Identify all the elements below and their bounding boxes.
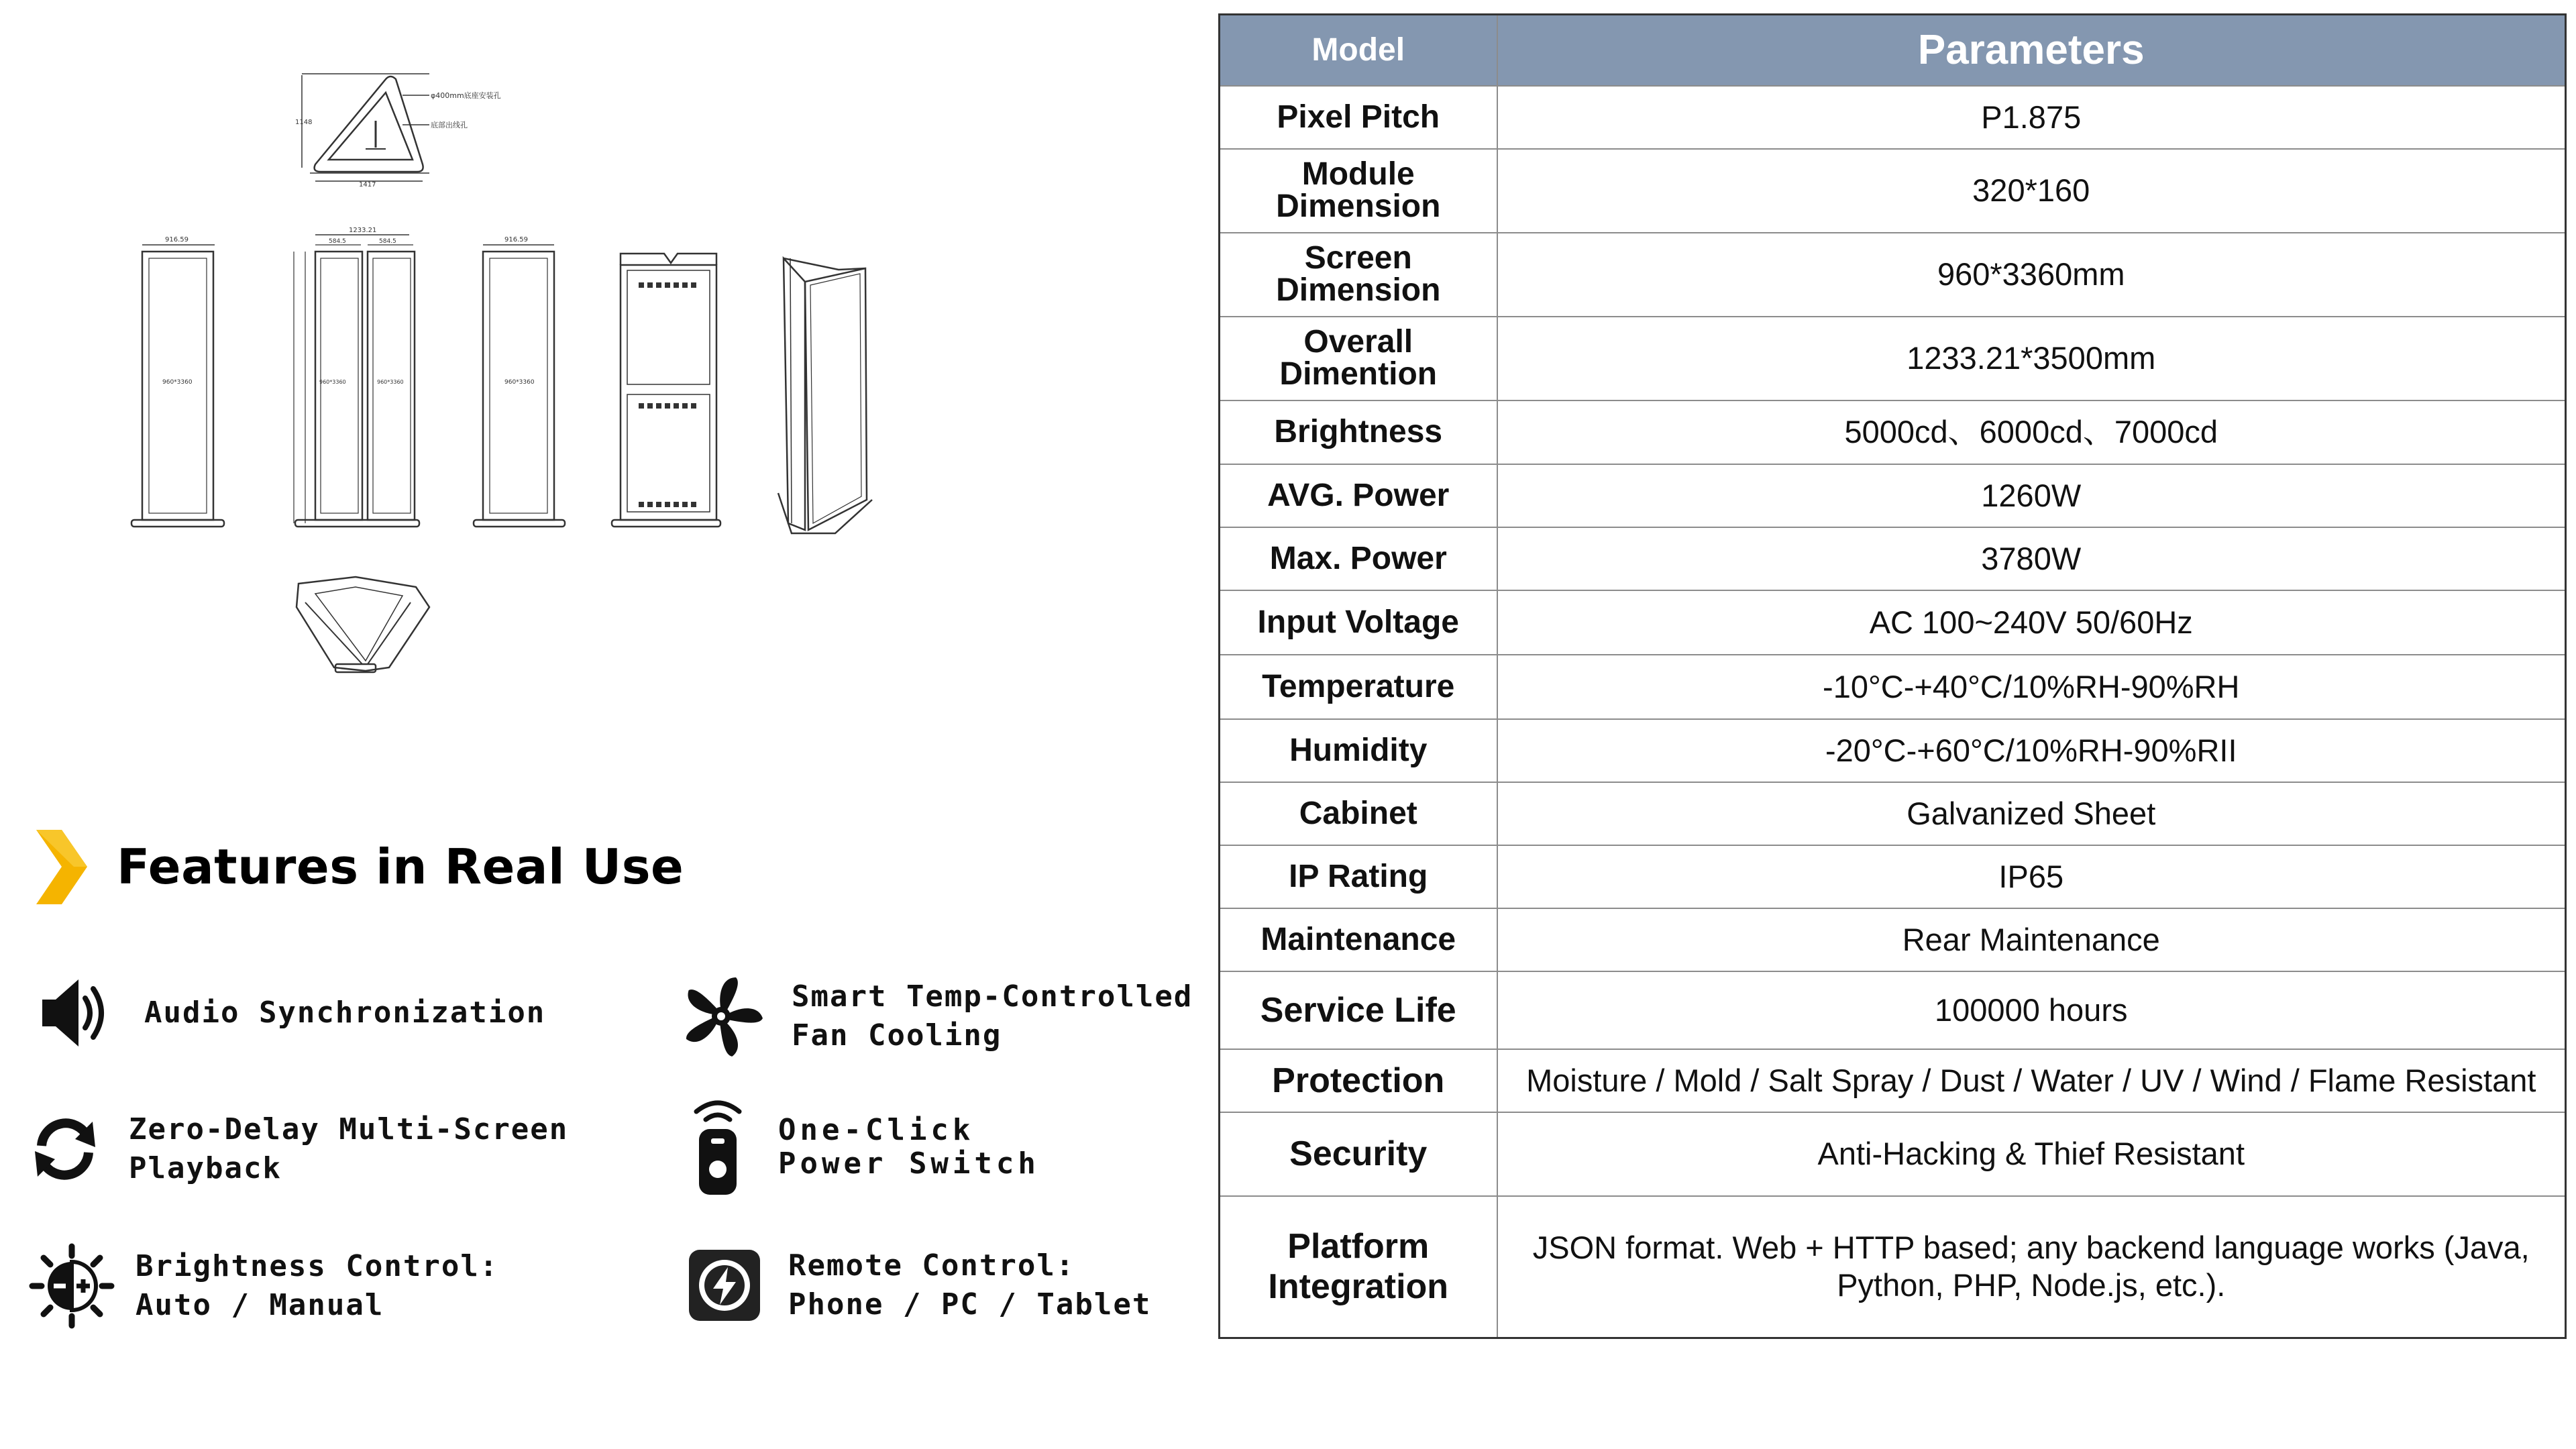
row-value: Anti-Hacking & Thief Resistant xyxy=(1497,1112,2566,1196)
remote-power-icon xyxy=(684,1097,751,1197)
row-label: Module Dimension xyxy=(1220,149,1497,233)
feature-line: Smart Temp-Controlled xyxy=(792,979,1193,1014)
front-screen-label: 960*3360 xyxy=(162,379,193,386)
row-value: 100000 hours xyxy=(1497,971,2566,1049)
top-note-1: φ400mm底座安装孔 xyxy=(431,91,501,100)
row-value: AC 100~240V 50/60Hz xyxy=(1497,590,2566,655)
feature-power-switch-text xyxy=(778,1114,1040,1181)
table-row xyxy=(1220,527,2566,590)
header-model: Model xyxy=(1220,15,1497,86)
feature-brightness-control-text xyxy=(136,1247,498,1325)
table-row xyxy=(1220,971,2566,1049)
table-row xyxy=(1220,1196,2566,1338)
row-label: AVG. Power xyxy=(1220,464,1497,527)
row-label: Protection xyxy=(1220,1049,1497,1112)
chevron-arrow-icon xyxy=(35,828,89,906)
front-width-label: 916.59 xyxy=(165,236,189,244)
row-label: Maintenance xyxy=(1220,908,1497,971)
row-label: Security xyxy=(1220,1112,1497,1196)
rear-view-drawing xyxy=(612,254,720,527)
table-row xyxy=(1220,1049,2566,1112)
table-row xyxy=(1220,908,2566,971)
row-label: Humidity xyxy=(1220,719,1497,782)
table-row xyxy=(1220,1112,2566,1196)
row-value: -20°C-+60°C/10%RH-90%RII xyxy=(1497,719,2566,782)
table-row xyxy=(1220,86,2566,149)
row-value: -10°C-+40°C/10%RH-90%RH xyxy=(1497,655,2566,719)
row-value: 1260W xyxy=(1497,464,2566,527)
feature-power-switch xyxy=(684,1097,1040,1197)
feature-line: Phone / PC / Tablet xyxy=(788,1287,1152,1322)
feature-fan-cooling-text xyxy=(792,977,1193,1055)
row-label: Screen Dimension xyxy=(1220,233,1497,317)
row-label: Temperature xyxy=(1220,655,1497,719)
row-value: JSON format. Web + HTTP based; any backend language works (Java, Python, PHP, Node.js, etc.). xyxy=(1497,1196,2566,1338)
row-label: Pixel Pitch xyxy=(1220,86,1497,149)
table-row xyxy=(1220,149,2566,233)
row-value: IP65 xyxy=(1497,845,2566,908)
table-row xyxy=(1220,719,2566,782)
top-view-drawing xyxy=(295,74,501,189)
table-row xyxy=(1220,782,2566,845)
feature-multi-screen-playback-text xyxy=(129,1110,568,1188)
table-row xyxy=(1220,655,2566,719)
feature-line: Audio Synchronization xyxy=(144,996,546,1030)
fan-icon xyxy=(678,973,765,1060)
table-row xyxy=(1220,464,2566,527)
row-label: Brightness xyxy=(1220,400,1497,464)
table-header-row xyxy=(1220,15,2566,86)
top-width-label: 1417 xyxy=(359,181,376,189)
top-depth-label: 1148 xyxy=(295,119,313,126)
row-label: IP Rating xyxy=(1220,845,1497,908)
side-width-label-1: 584.5 xyxy=(329,238,346,245)
row-label: Service Life xyxy=(1220,971,1497,1049)
row-value: 960*3360mm xyxy=(1497,233,2566,317)
feature-line: Auto / Manual xyxy=(136,1288,384,1322)
top-note-2: 底部出线孔 xyxy=(431,121,468,129)
feature-fan-cooling xyxy=(678,973,1193,1060)
total-width-label: 1233.21 xyxy=(349,227,377,234)
row-value: 5000cd、6000cd、7000cd xyxy=(1497,400,2566,464)
table-row xyxy=(1220,845,2566,908)
row-label: Input Voltage xyxy=(1220,590,1497,655)
row-label: Platform Integration xyxy=(1220,1196,1497,1338)
double-screen-label-1: 960*3360 xyxy=(319,379,346,385)
row-label: Max. Power xyxy=(1220,527,1497,590)
feature-line: Zero-Delay Multi-Screen xyxy=(129,1112,569,1146)
feature-remote-control-text xyxy=(788,1246,1151,1324)
single-front-view-drawing xyxy=(474,236,565,527)
table-row xyxy=(1220,233,2566,317)
feature-line: Power Switch xyxy=(778,1146,1040,1181)
spec-table xyxy=(1218,13,2567,1339)
bottom-view-drawing xyxy=(297,577,429,672)
front-view-drawing xyxy=(131,236,224,527)
speaker-icon xyxy=(37,973,117,1053)
drawing-svg xyxy=(0,0,1208,792)
perspective-view-drawing xyxy=(778,258,872,533)
feature-line: Remote Control: xyxy=(788,1248,1075,1283)
row-value: Rear Maintenance xyxy=(1497,908,2566,971)
single-width-label: 916.59 xyxy=(504,236,528,244)
row-value: P1.875 xyxy=(1497,86,2566,149)
feature-line: One-Click xyxy=(778,1113,975,1147)
header-parameters: Parameters xyxy=(1497,15,2566,86)
feature-line: Brightness Control: xyxy=(136,1249,499,1283)
double-screen-label-2: 960*3360 xyxy=(377,379,404,385)
technical-drawings xyxy=(0,0,1208,792)
row-value: Galvanized Sheet xyxy=(1497,782,2566,845)
feature-line: Playback xyxy=(129,1151,282,1185)
row-value: Moisture / Mold / Salt Spray / Dust / Water / UV / Wind / Flame Resistant xyxy=(1497,1049,2566,1112)
table-row xyxy=(1220,400,2566,464)
row-value: 1233.21*3500mm xyxy=(1497,317,2566,400)
row-value: 3780W xyxy=(1497,527,2566,590)
lightning-icon xyxy=(688,1248,761,1322)
side-width-label-2: 584.5 xyxy=(379,238,396,245)
feature-multi-screen-playback xyxy=(28,1110,568,1188)
feature-brightness-control xyxy=(28,1242,498,1330)
row-label: Cabinet xyxy=(1220,782,1497,845)
row-label: Overall Dimention xyxy=(1220,317,1497,400)
features-heading xyxy=(35,826,684,907)
feature-audio-sync xyxy=(37,973,545,1053)
table-row xyxy=(1220,317,2566,400)
features-title: Features in Real Use xyxy=(117,839,684,895)
feature-remote-control xyxy=(688,1246,1151,1324)
single-screen-label: 960*3360 xyxy=(504,379,535,386)
feature-audio-sync-text xyxy=(144,994,545,1032)
sync-arrows-icon xyxy=(28,1112,102,1186)
table-row xyxy=(1220,590,2566,655)
row-value: 320*160 xyxy=(1497,149,2566,233)
feature-line: Fan Cooling xyxy=(792,1018,1002,1053)
brightness-icon xyxy=(28,1242,115,1330)
double-front-view-drawing xyxy=(294,227,419,527)
